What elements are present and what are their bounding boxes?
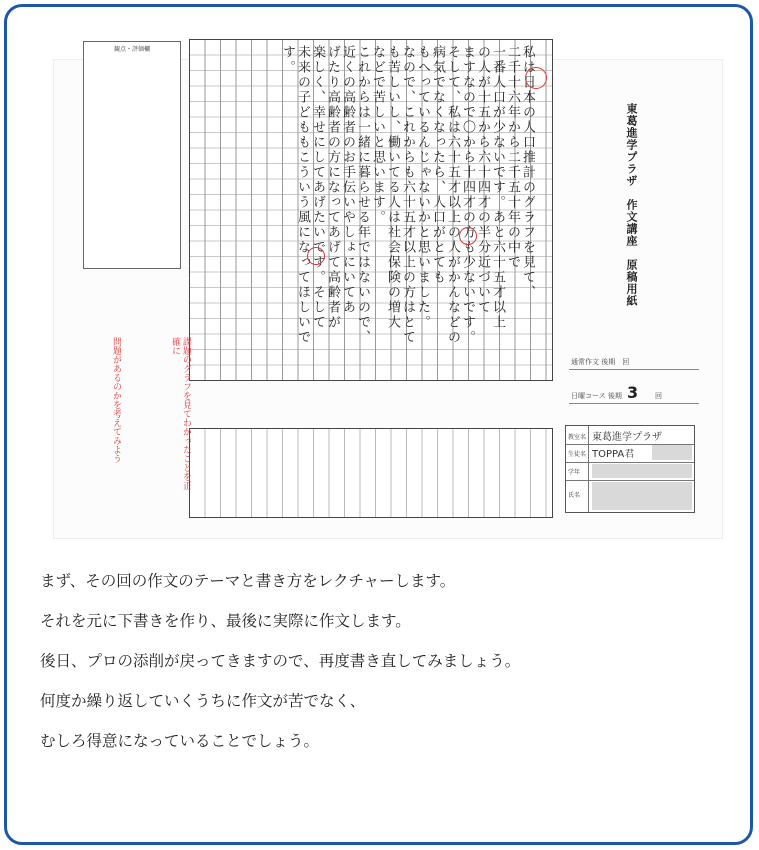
essay-line: そして、私は六十五才以上の人がかんなどの: [445, 45, 460, 345]
essay-line: す。: [280, 45, 295, 75]
essay-line: も苦しいし、働いてる人は社会保険の増大: [385, 45, 400, 330]
essay-body: [195, 45, 535, 375]
essay-line: 病気でなくなったら、人口がとても: [430, 45, 445, 285]
name-label: 氏名: [568, 492, 581, 499]
student-info-table: [565, 425, 695, 513]
course-line: [569, 369, 699, 370]
grade-label: 学年: [568, 469, 581, 476]
school-handwritten: 東葛進学プラザ: [592, 432, 662, 443]
correction-circle: [459, 227, 477, 245]
class-line: [569, 403, 699, 404]
content-card: [4, 4, 753, 845]
caption-line: 何度か繰り返していくうちに作文が苦でなく、: [40, 692, 366, 710]
essay-line: ますなので〇から十四才の方も少ないです。: [460, 45, 475, 345]
caption-text: [40, 571, 730, 751]
redaction-block: [592, 464, 692, 478]
essay-line: 楽しく、幸せにしてあげたいです。そして: [310, 45, 325, 330]
essay-line: 一番人口が少ないです。あと六十五才以上: [490, 45, 505, 330]
essay-line: の人が十五から六十四才の半分近づいて: [475, 45, 490, 315]
evaluation-title: 観点・評価欄: [113, 46, 150, 53]
class-label: 日曜コース 後期: [571, 392, 622, 400]
correction-circle: [307, 247, 325, 265]
margin-correction-note: 問題があるのかを考えてみよう: [111, 337, 121, 463]
sheet-header-title: 東葛進学プラザ 作文講座 原稿用紙: [625, 103, 638, 307]
essay-line: などで苦しいと思います。: [370, 45, 385, 225]
redaction-block: [592, 482, 692, 510]
caption-line: むしろ得意になっていることでしょう。: [40, 732, 320, 750]
caption-line: 後日、プロの添削が戻ってきますので、再度書き直してみましょう。: [40, 652, 521, 670]
class-number: 3: [627, 383, 639, 402]
caption-line: それを元に下書きを作り、最後に実際に作文します。: [40, 612, 411, 630]
correction-comment-box: [189, 428, 553, 518]
school-label: 教室名: [568, 434, 587, 441]
evaluation-box: [83, 41, 181, 269]
essay-line: 近くの高齢者のお手伝いやしょにいてあ: [340, 45, 355, 315]
student-handwritten: TOPPA君: [592, 449, 635, 460]
essay-line: 私は日本の人口推計のグラフを見て、: [520, 45, 535, 300]
redaction-block: [652, 445, 692, 460]
essay-line: もへっているんじゃないかと思いました。: [415, 45, 430, 330]
essay-line: なので、これからも六十五才以上の方はとて: [400, 45, 415, 345]
caption-line: まず、その回の作文のテーマと書き方をレクチャーします。: [40, 572, 456, 590]
class-number-suffix: 回: [655, 392, 662, 400]
essay-line: 未来の子どももこういう風になってほしいで: [295, 45, 310, 345]
margin-correction-note: 課題のグラフを見てわかったことを正確に: [170, 337, 191, 490]
essay-line: これからは一緒に暮らせる年ではないので、: [355, 45, 370, 345]
correction-circle: [525, 67, 547, 89]
course-label: 通常作文 後期 回: [571, 358, 630, 366]
student-label: 生徒名: [568, 451, 587, 458]
essay-line: 二千十六年から二千五十年の中で: [505, 45, 520, 270]
essay-line: げたり高齢者の方になってあげて高齢者が: [325, 45, 340, 330]
